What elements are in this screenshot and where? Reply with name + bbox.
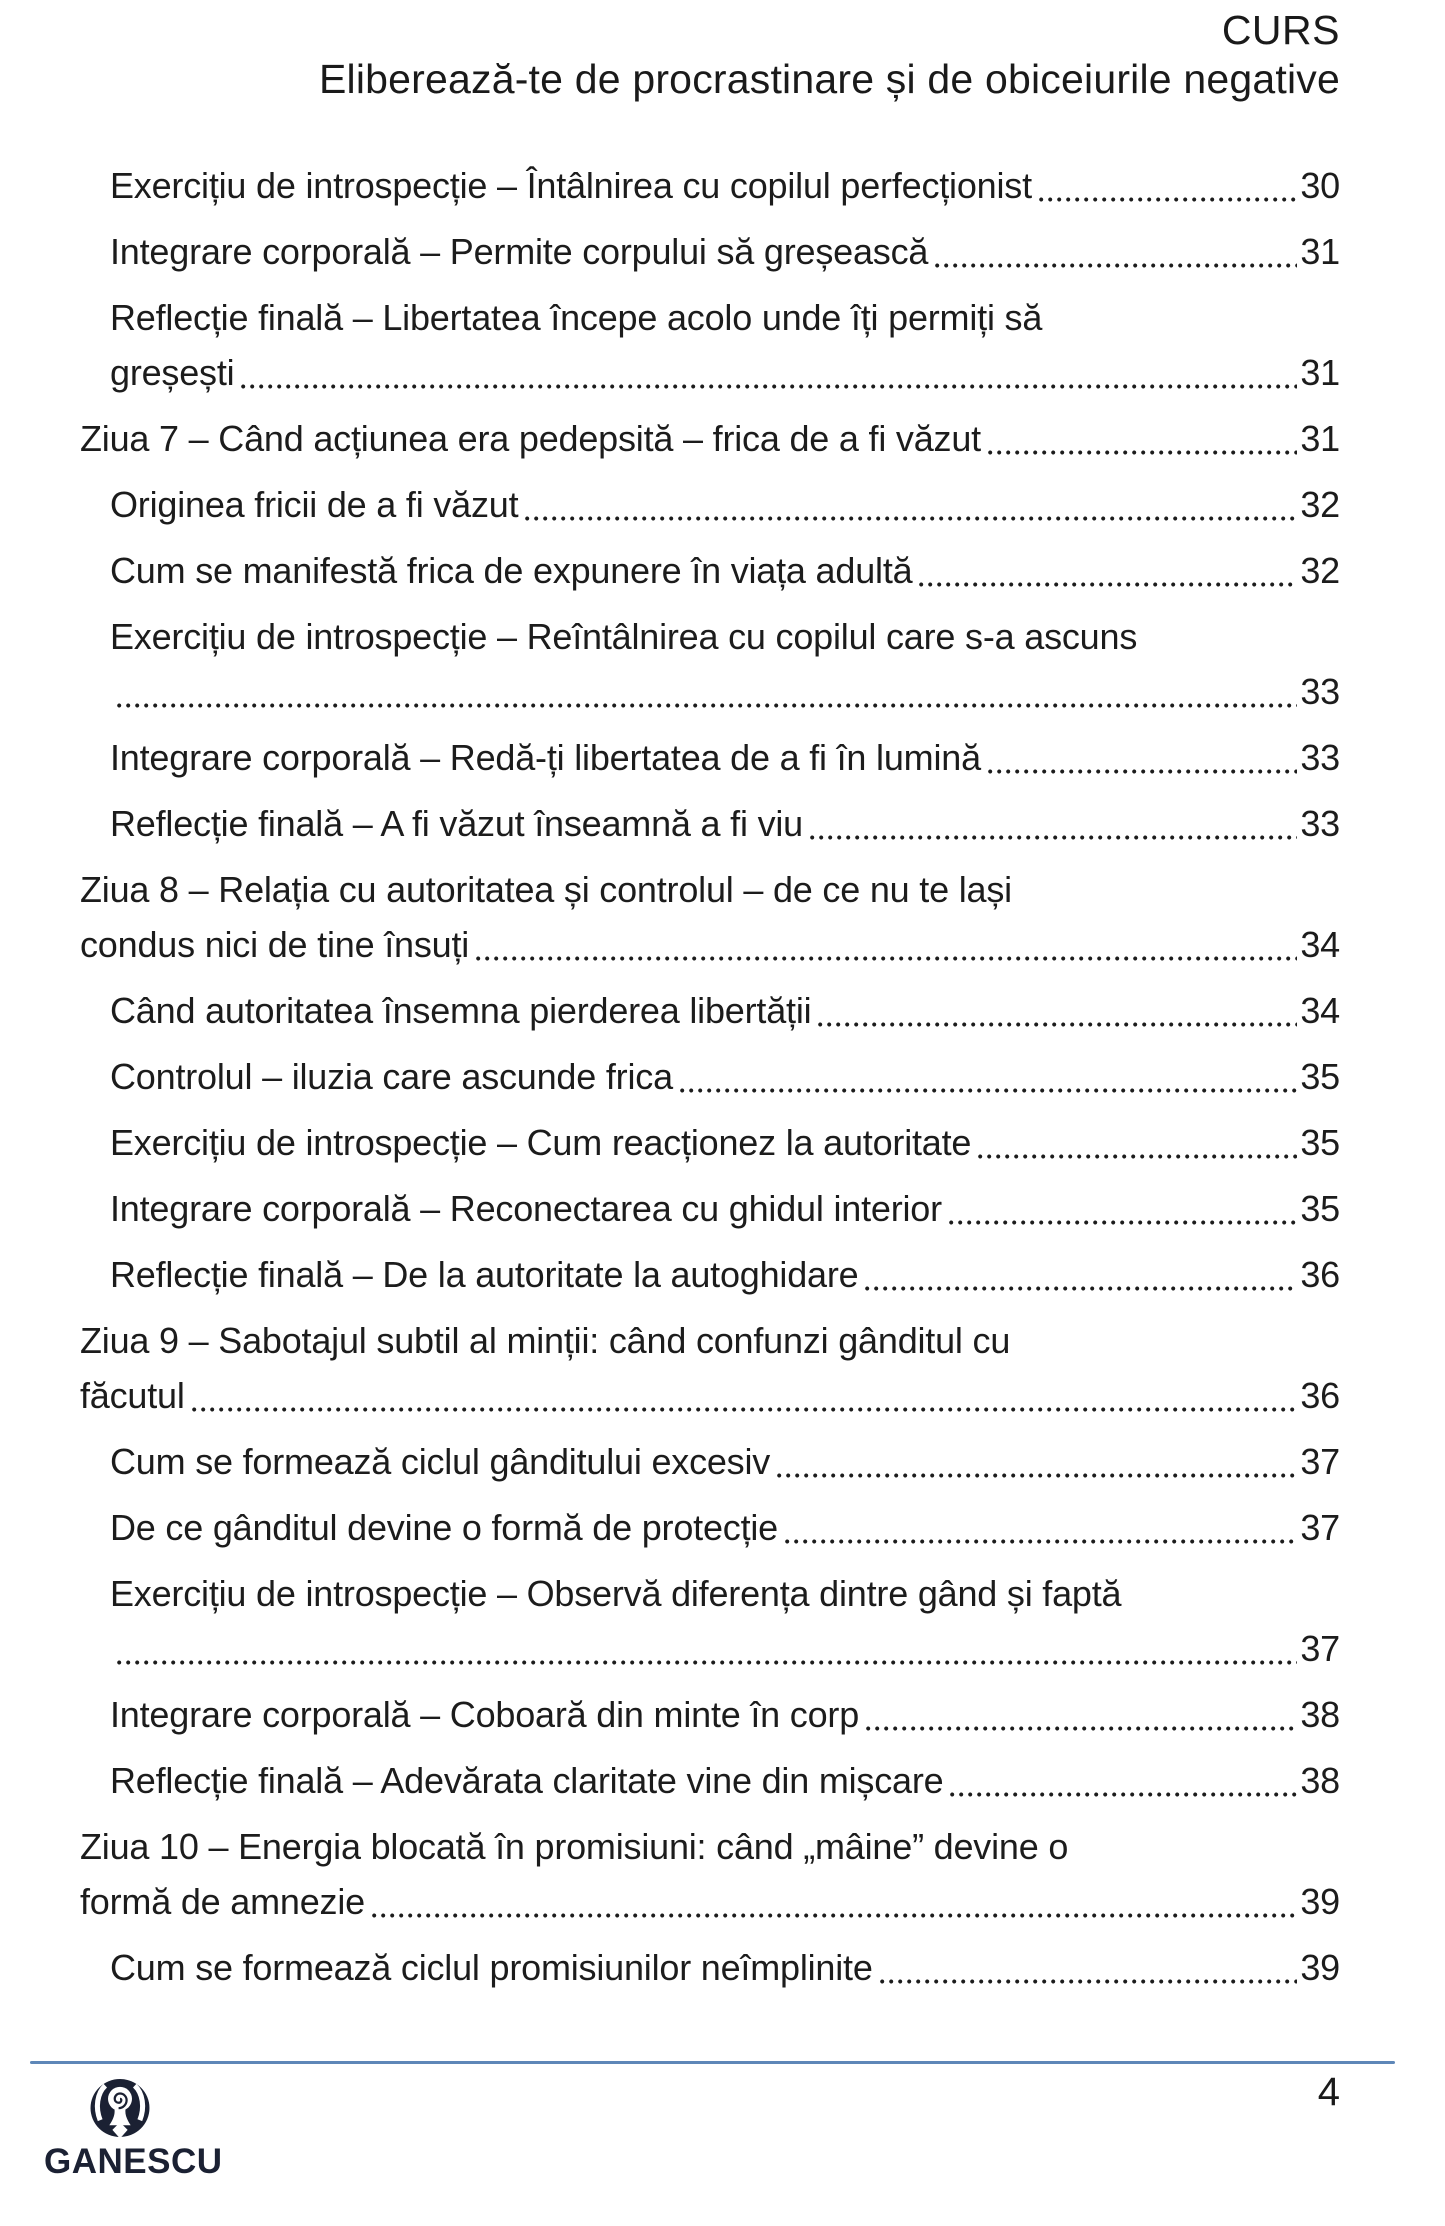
toc-entry-wrapped-lines (110, 609, 1340, 664)
toc-entry[interactable] (80, 1247, 1340, 1302)
toc-entry-title: Reflecție finală – A fi văzut înseamnă a fi viu (110, 803, 803, 844)
toc-entry-last-line (80, 1874, 1340, 1929)
toc-leader-dots (978, 1154, 1297, 1159)
toc-entry[interactable] (80, 543, 1340, 598)
toc-entry[interactable] (80, 796, 1340, 851)
toc-entry[interactable] (80, 609, 1340, 719)
toc-entry[interactable] (80, 730, 1340, 785)
toc-entry-title: Integrare corporală – Permite corpului să greșească (110, 231, 929, 272)
toc-entry-last-line (80, 917, 1340, 972)
toc-page-number: 35 (1300, 1056, 1340, 1097)
toc-entry-title: Integrare corporală – Coboară din minte în corp (110, 1694, 860, 1735)
toc-entry-wrapped-lines (80, 1819, 1340, 1874)
toc-entry-title: Cum se formează ciclul promisiunilor neîmplinite (110, 1947, 873, 1988)
toc-page-number: 31 (1300, 352, 1340, 393)
toc-entry-wrapped-lines (110, 290, 1340, 345)
toc-leader-dots (680, 1088, 1297, 1093)
toc-entry-wrapped-lines (80, 1313, 1340, 1368)
toc-leader-dots (810, 835, 1297, 840)
toc-leader-dots (919, 582, 1297, 587)
toc-entry-last-line (110, 1115, 1340, 1170)
toc-entry-last-line (110, 158, 1340, 213)
toc-entry-title: Integrare corporală – Reconectarea cu ghidul interior (110, 1188, 942, 1229)
toc-entry-title: Reflecție finală – De la autoritate la autoghidare (110, 1254, 859, 1295)
document-title: Eliberează-te de procrastinare și de obiceiurile negative (318, 56, 1340, 102)
toc-page-number: 35 (1300, 1188, 1340, 1229)
toc-entry-last-line (80, 411, 1340, 466)
toc-entry-title: Cum se formează ciclul gânditului excesiv (110, 1441, 771, 1482)
toc-entry-title: greșești (110, 352, 235, 393)
toc-page-number: 39 (1300, 1881, 1340, 1922)
toc-entry-last-line (110, 730, 1340, 785)
ganescu-wordmark: GANESCU (44, 2142, 223, 2181)
toc-entry[interactable] (80, 1115, 1340, 1170)
toc-entry[interactable] (80, 158, 1340, 213)
toc-page-number: 32 (1300, 484, 1340, 525)
toc-entry-title: Exercițiu de introspecție – Întâlnirea cu copilul perfecționist (110, 165, 1032, 206)
footer-divider (30, 2061, 1395, 2064)
toc-entry[interactable] (80, 1181, 1340, 1236)
toc-leader-dots (988, 769, 1297, 774)
toc-entry-last-line (110, 1940, 1340, 1995)
toc-leader-dots (192, 1407, 1298, 1412)
toc-leader-dots (950, 1792, 1297, 1797)
toc-entry-line: Exercițiu de introspecție – Observă diferența dintre gând și faptă (110, 1573, 1122, 1614)
toc-entry-title: condus nici de tine însuți (80, 924, 470, 965)
toc-entry-line: Ziua 10 – Energia blocată în promisiuni: când „mâine” devine o (80, 1826, 1069, 1867)
toc-entry-last-line (110, 1181, 1340, 1236)
toc-leader-dots (476, 956, 1297, 961)
toc-page-number: 36 (1300, 1254, 1340, 1295)
toc-entry[interactable] (80, 1819, 1340, 1929)
toc-entry-last-line (110, 983, 1340, 1038)
toc-entry[interactable] (80, 1313, 1340, 1423)
toc-entry-last-line (110, 1434, 1340, 1489)
toc-entry-last-line (110, 1049, 1340, 1104)
toc-leader-dots (818, 1022, 1297, 1027)
toc-page-number: 38 (1300, 1694, 1340, 1735)
toc-entry-line: Reflecție finală – Libertatea începe acolo unde îți permiți să (110, 297, 1043, 338)
toc-entry[interactable] (80, 477, 1340, 532)
toc-entry-line: Ziua 9 – Sabotajul subtil al minții: când confunzi gânditul cu (80, 1320, 1011, 1361)
toc-page-number: 30 (1300, 165, 1340, 206)
toc-entry-title: Reflecție finală – Adevărata claritate vine din mișcare (110, 1760, 944, 1801)
toc-leader-dots (372, 1913, 1297, 1918)
header-kicker: CURS (1221, 7, 1340, 53)
toc-entry-last-line (110, 1500, 1340, 1555)
toc-entry-last-line (110, 477, 1340, 532)
toc-page-number: 31 (1300, 418, 1340, 459)
toc-entry-last-line (110, 345, 1340, 400)
toc-entry-wrapped-lines (110, 1566, 1340, 1621)
toc-leader-dots (988, 450, 1297, 455)
toc-leader-dots (865, 1286, 1297, 1291)
toc-entry-last-line (110, 1687, 1340, 1742)
toc-entry[interactable] (80, 1566, 1340, 1676)
toc-entry[interactable] (80, 1434, 1340, 1489)
toc-leader-dots (949, 1220, 1297, 1225)
toc-page-number: 34 (1300, 990, 1340, 1031)
toc-page-number: 33 (1300, 671, 1340, 712)
ganescu-logo-icon (44, 2078, 196, 2140)
toc-page-number: 34 (1300, 924, 1340, 965)
toc-entry-title: Originea fricii de a fi văzut (110, 484, 519, 525)
toc-entry-line: Ziua 8 – Relația cu autoritatea și controlul – de ce nu te lași (80, 869, 1012, 910)
toc-leader-dots (777, 1473, 1297, 1478)
toc-leader-dots (1039, 197, 1297, 202)
toc-leader-dots (935, 263, 1297, 268)
toc-page-number: 31 (1300, 231, 1340, 272)
toc-entry-title: Exercițiu de introspecție – Cum reacționez la autoritate (110, 1122, 972, 1163)
toc-entry-last-line (80, 1368, 1340, 1423)
toc-leader-dots (880, 1979, 1298, 1984)
toc-entry-title: Controlul – iluzia care ascunde frica (110, 1056, 673, 1097)
toc-entry-title: Cum se manifestă frica de expunere în viața adultă (110, 550, 913, 591)
toc-entry-last-line (110, 543, 1340, 598)
toc-page-number: 32 (1300, 550, 1340, 591)
toc-page-number: 33 (1300, 737, 1340, 778)
page-number: 4 (1317, 2070, 1340, 2114)
toc-page-number: 36 (1300, 1375, 1340, 1416)
toc-page-number: 38 (1300, 1760, 1340, 1801)
toc-entry-line: Exercițiu de introspecție – Reîntâlnirea cu copilul care s-a ascuns (110, 616, 1138, 657)
toc-entry-last-line (110, 796, 1340, 851)
toc-page-number: 37 (1300, 1441, 1340, 1482)
toc-entry-last-line (110, 1753, 1340, 1808)
toc-entry[interactable] (80, 1753, 1340, 1808)
toc-entry-last-line (110, 1247, 1340, 1302)
toc-entry-title: Integrare corporală – Redă-ți libertatea de a fi în lumină (110, 737, 981, 778)
toc-entry[interactable] (80, 290, 1340, 400)
toc-entry-wrapped-lines (80, 862, 1340, 917)
toc-entry[interactable] (80, 862, 1340, 972)
toc-page-number: 37 (1300, 1628, 1340, 1669)
toc-entry-last-line (110, 224, 1340, 279)
toc-entry[interactable] (80, 1049, 1340, 1104)
toc-page-number: 33 (1300, 803, 1340, 844)
toc-entry[interactable] (80, 1500, 1340, 1555)
toc-entry[interactable] (80, 983, 1340, 1038)
toc-entry-last-line (110, 1621, 1340, 1676)
toc-entry-last-line (110, 664, 1340, 719)
toc-leader-dots (117, 1660, 1297, 1665)
toc-page-number: 39 (1300, 1947, 1340, 1988)
toc-entry-title: Ziua 7 – Când acțiunea era pedepsită – frica de a fi văzut (80, 418, 981, 459)
toc-leader-dots (117, 703, 1297, 708)
toc-entry[interactable] (80, 411, 1340, 466)
toc-entry-title: formă de amnezie (80, 1881, 365, 1922)
toc-entry[interactable] (80, 1687, 1340, 1742)
ganescu-logo (44, 2078, 223, 2182)
toc-leader-dots (241, 384, 1297, 389)
toc-entry-title: făcutul (80, 1375, 185, 1416)
toc-entry[interactable] (80, 1940, 1340, 1995)
toc-entry-title: Când autoritatea însemna pierderea libertății (110, 990, 812, 1031)
document-header (80, 6, 1340, 104)
table-of-contents (80, 158, 1340, 2006)
toc-page-number: 35 (1300, 1122, 1340, 1163)
toc-entry-title: De ce gânditul devine o formă de protecție (110, 1507, 779, 1548)
toc-leader-dots (866, 1726, 1297, 1731)
toc-entry[interactable] (80, 224, 1340, 279)
toc-leader-dots (785, 1539, 1297, 1544)
toc-leader-dots (525, 516, 1297, 521)
toc-page-number: 37 (1300, 1507, 1340, 1548)
